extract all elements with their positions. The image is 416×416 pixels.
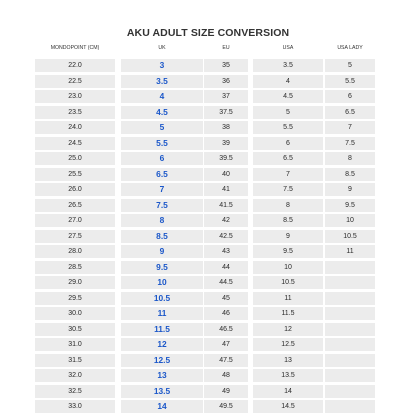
header-mondopoint: MONDOPOINT (CM) — [50, 45, 100, 51]
eu-cell: 48 — [204, 369, 248, 382]
usa-cell: 10.5 — [253, 276, 323, 289]
mondopoint-cell: 32.0 — [35, 369, 115, 382]
eu-cell: 35 — [204, 59, 248, 72]
uk-cell: 9 — [121, 245, 203, 258]
table-row — [0, 261, 416, 274]
usa-cell: 5 — [253, 106, 323, 119]
mondopoint-cell: 31.0 — [35, 338, 115, 351]
usa-cell: 5.5 — [253, 121, 323, 134]
table-row — [0, 137, 416, 150]
table-row — [0, 307, 416, 320]
eu-cell: 40 — [204, 168, 248, 181]
mondopoint-cell: 30.0 — [35, 307, 115, 320]
usa-lady-cell — [325, 400, 375, 413]
mondopoint-cell: 24.5 — [35, 137, 115, 150]
mondopoint-cell: 26.5 — [35, 199, 115, 212]
usa-lady-cell: 7.5 — [325, 137, 375, 150]
uk-cell: 8 — [121, 214, 203, 227]
table-row — [0, 121, 416, 134]
table-row — [0, 168, 416, 181]
usa-lady-cell: 10 — [325, 214, 375, 227]
usa-lady-cell: 10.5 — [325, 230, 375, 243]
eu-cell: 42 — [204, 214, 248, 227]
usa-cell: 4 — [253, 75, 323, 88]
usa-cell: 8.5 — [253, 214, 323, 227]
usa-lady-cell: 7 — [325, 121, 375, 134]
usa-cell: 11 — [253, 292, 323, 305]
usa-lady-cell — [325, 385, 375, 398]
usa-lady-cell: 8 — [325, 152, 375, 165]
mondopoint-cell: 33.0 — [35, 400, 115, 413]
mondopoint-cell: 23.0 — [35, 90, 115, 103]
mondopoint-cell: 22.5 — [35, 75, 115, 88]
usa-cell: 6 — [253, 137, 323, 150]
usa-lady-cell: 9.5 — [325, 199, 375, 212]
table-row — [0, 338, 416, 351]
usa-cell: 14.5 — [253, 400, 323, 413]
uk-cell: 9.5 — [121, 261, 203, 274]
mondopoint-cell: 29.5 — [35, 292, 115, 305]
usa-cell: 8 — [253, 199, 323, 212]
eu-cell: 46 — [204, 307, 248, 320]
usa-cell: 7.5 — [253, 183, 323, 196]
table-row — [0, 59, 416, 72]
table-row — [0, 385, 416, 398]
eu-cell: 47 — [204, 338, 248, 351]
page-title: AKU ADULT SIZE CONVERSION — [126, 27, 290, 39]
table-row — [0, 214, 416, 227]
eu-cell: 39.5 — [204, 152, 248, 165]
usa-lady-cell: 5 — [325, 59, 375, 72]
usa-cell: 11.5 — [253, 307, 323, 320]
table-row — [0, 230, 416, 243]
uk-cell: 8.5 — [121, 230, 203, 243]
header-usa-lady: USA LADY — [337, 45, 363, 51]
uk-cell: 5.5 — [121, 137, 203, 150]
uk-cell: 10.5 — [121, 292, 203, 305]
uk-cell: 7.5 — [121, 199, 203, 212]
uk-cell: 4 — [121, 90, 203, 103]
usa-cell: 6.5 — [253, 152, 323, 165]
mondopoint-cell: 31.5 — [35, 354, 115, 367]
usa-lady-cell — [325, 261, 375, 274]
usa-lady-cell: 6.5 — [325, 106, 375, 119]
usa-lady-cell: 6 — [325, 90, 375, 103]
usa-cell: 12.5 — [253, 338, 323, 351]
table-row — [0, 354, 416, 367]
uk-cell: 12 — [121, 338, 203, 351]
uk-cell: 5 — [121, 121, 203, 134]
table-row — [0, 369, 416, 382]
usa-lady-cell — [325, 354, 375, 367]
mondopoint-cell: 28.5 — [35, 261, 115, 274]
mondopoint-cell: 26.0 — [35, 183, 115, 196]
eu-cell: 37.5 — [204, 106, 248, 119]
header-eu: EU — [222, 45, 230, 51]
eu-cell: 38 — [204, 121, 248, 134]
mondopoint-cell: 24.0 — [35, 121, 115, 134]
usa-cell: 7 — [253, 168, 323, 181]
uk-cell: 11 — [121, 307, 203, 320]
eu-cell: 41 — [204, 183, 248, 196]
eu-cell: 46.5 — [204, 323, 248, 336]
usa-lady-cell — [325, 307, 375, 320]
table-row — [0, 183, 416, 196]
eu-cell: 42.5 — [204, 230, 248, 243]
eu-cell: 37 — [204, 90, 248, 103]
table-row — [0, 152, 416, 165]
usa-cell: 9.5 — [253, 245, 323, 258]
usa-cell: 9 — [253, 230, 323, 243]
usa-lady-cell: 5.5 — [325, 75, 375, 88]
uk-cell: 4.5 — [121, 106, 203, 119]
usa-lady-cell — [325, 276, 375, 289]
eu-cell: 45 — [204, 292, 248, 305]
mondopoint-cell: 25.5 — [35, 168, 115, 181]
table-row — [0, 106, 416, 119]
table-row — [0, 245, 416, 258]
mondopoint-cell: 25.0 — [35, 152, 115, 165]
uk-cell: 10 — [121, 276, 203, 289]
mondopoint-cell: 30.5 — [35, 323, 115, 336]
usa-cell: 13.5 — [253, 369, 323, 382]
header-usa: USA — [282, 45, 294, 51]
mondopoint-cell: 23.5 — [35, 106, 115, 119]
mondopoint-cell: 27.5 — [35, 230, 115, 243]
uk-cell: 13.5 — [121, 385, 203, 398]
eu-cell: 43 — [204, 245, 248, 258]
uk-cell: 3 — [121, 59, 203, 72]
usa-cell: 4.5 — [253, 90, 323, 103]
usa-lady-cell: 11 — [325, 245, 375, 258]
usa-lady-cell — [325, 323, 375, 336]
uk-cell: 3.5 — [121, 75, 203, 88]
usa-cell: 14 — [253, 385, 323, 398]
usa-lady-cell — [325, 292, 375, 305]
eu-cell: 49 — [204, 385, 248, 398]
usa-cell: 3.5 — [253, 59, 323, 72]
usa-cell: 12 — [253, 323, 323, 336]
uk-cell: 6 — [121, 152, 203, 165]
eu-cell: 47.5 — [204, 354, 248, 367]
mondopoint-cell: 32.5 — [35, 385, 115, 398]
eu-cell: 49.5 — [204, 400, 248, 413]
mondopoint-cell: 27.0 — [35, 214, 115, 227]
table-row — [0, 323, 416, 336]
eu-cell: 44.5 — [204, 276, 248, 289]
uk-cell: 14 — [121, 400, 203, 413]
table-row — [0, 199, 416, 212]
usa-lady-cell — [325, 369, 375, 382]
table-row — [0, 90, 416, 103]
table-row — [0, 75, 416, 88]
mondopoint-cell: 29.0 — [35, 276, 115, 289]
uk-cell: 11.5 — [121, 323, 203, 336]
mondopoint-cell: 22.0 — [35, 59, 115, 72]
usa-lady-cell — [325, 338, 375, 351]
eu-cell: 44 — [204, 261, 248, 274]
usa-cell: 13 — [253, 354, 323, 367]
uk-cell: 13 — [121, 369, 203, 382]
table-row — [0, 292, 416, 305]
table-row — [0, 276, 416, 289]
usa-cell: 10 — [253, 261, 323, 274]
usa-lady-cell: 9 — [325, 183, 375, 196]
mondopoint-cell: 28.0 — [35, 245, 115, 258]
eu-cell: 39 — [204, 137, 248, 150]
uk-cell: 7 — [121, 183, 203, 196]
usa-lady-cell: 8.5 — [325, 168, 375, 181]
header-uk: UK — [158, 45, 166, 51]
table-row — [0, 400, 416, 413]
eu-cell: 41.5 — [204, 199, 248, 212]
uk-cell: 6.5 — [121, 168, 203, 181]
uk-cell: 12.5 — [121, 354, 203, 367]
eu-cell: 36 — [204, 75, 248, 88]
